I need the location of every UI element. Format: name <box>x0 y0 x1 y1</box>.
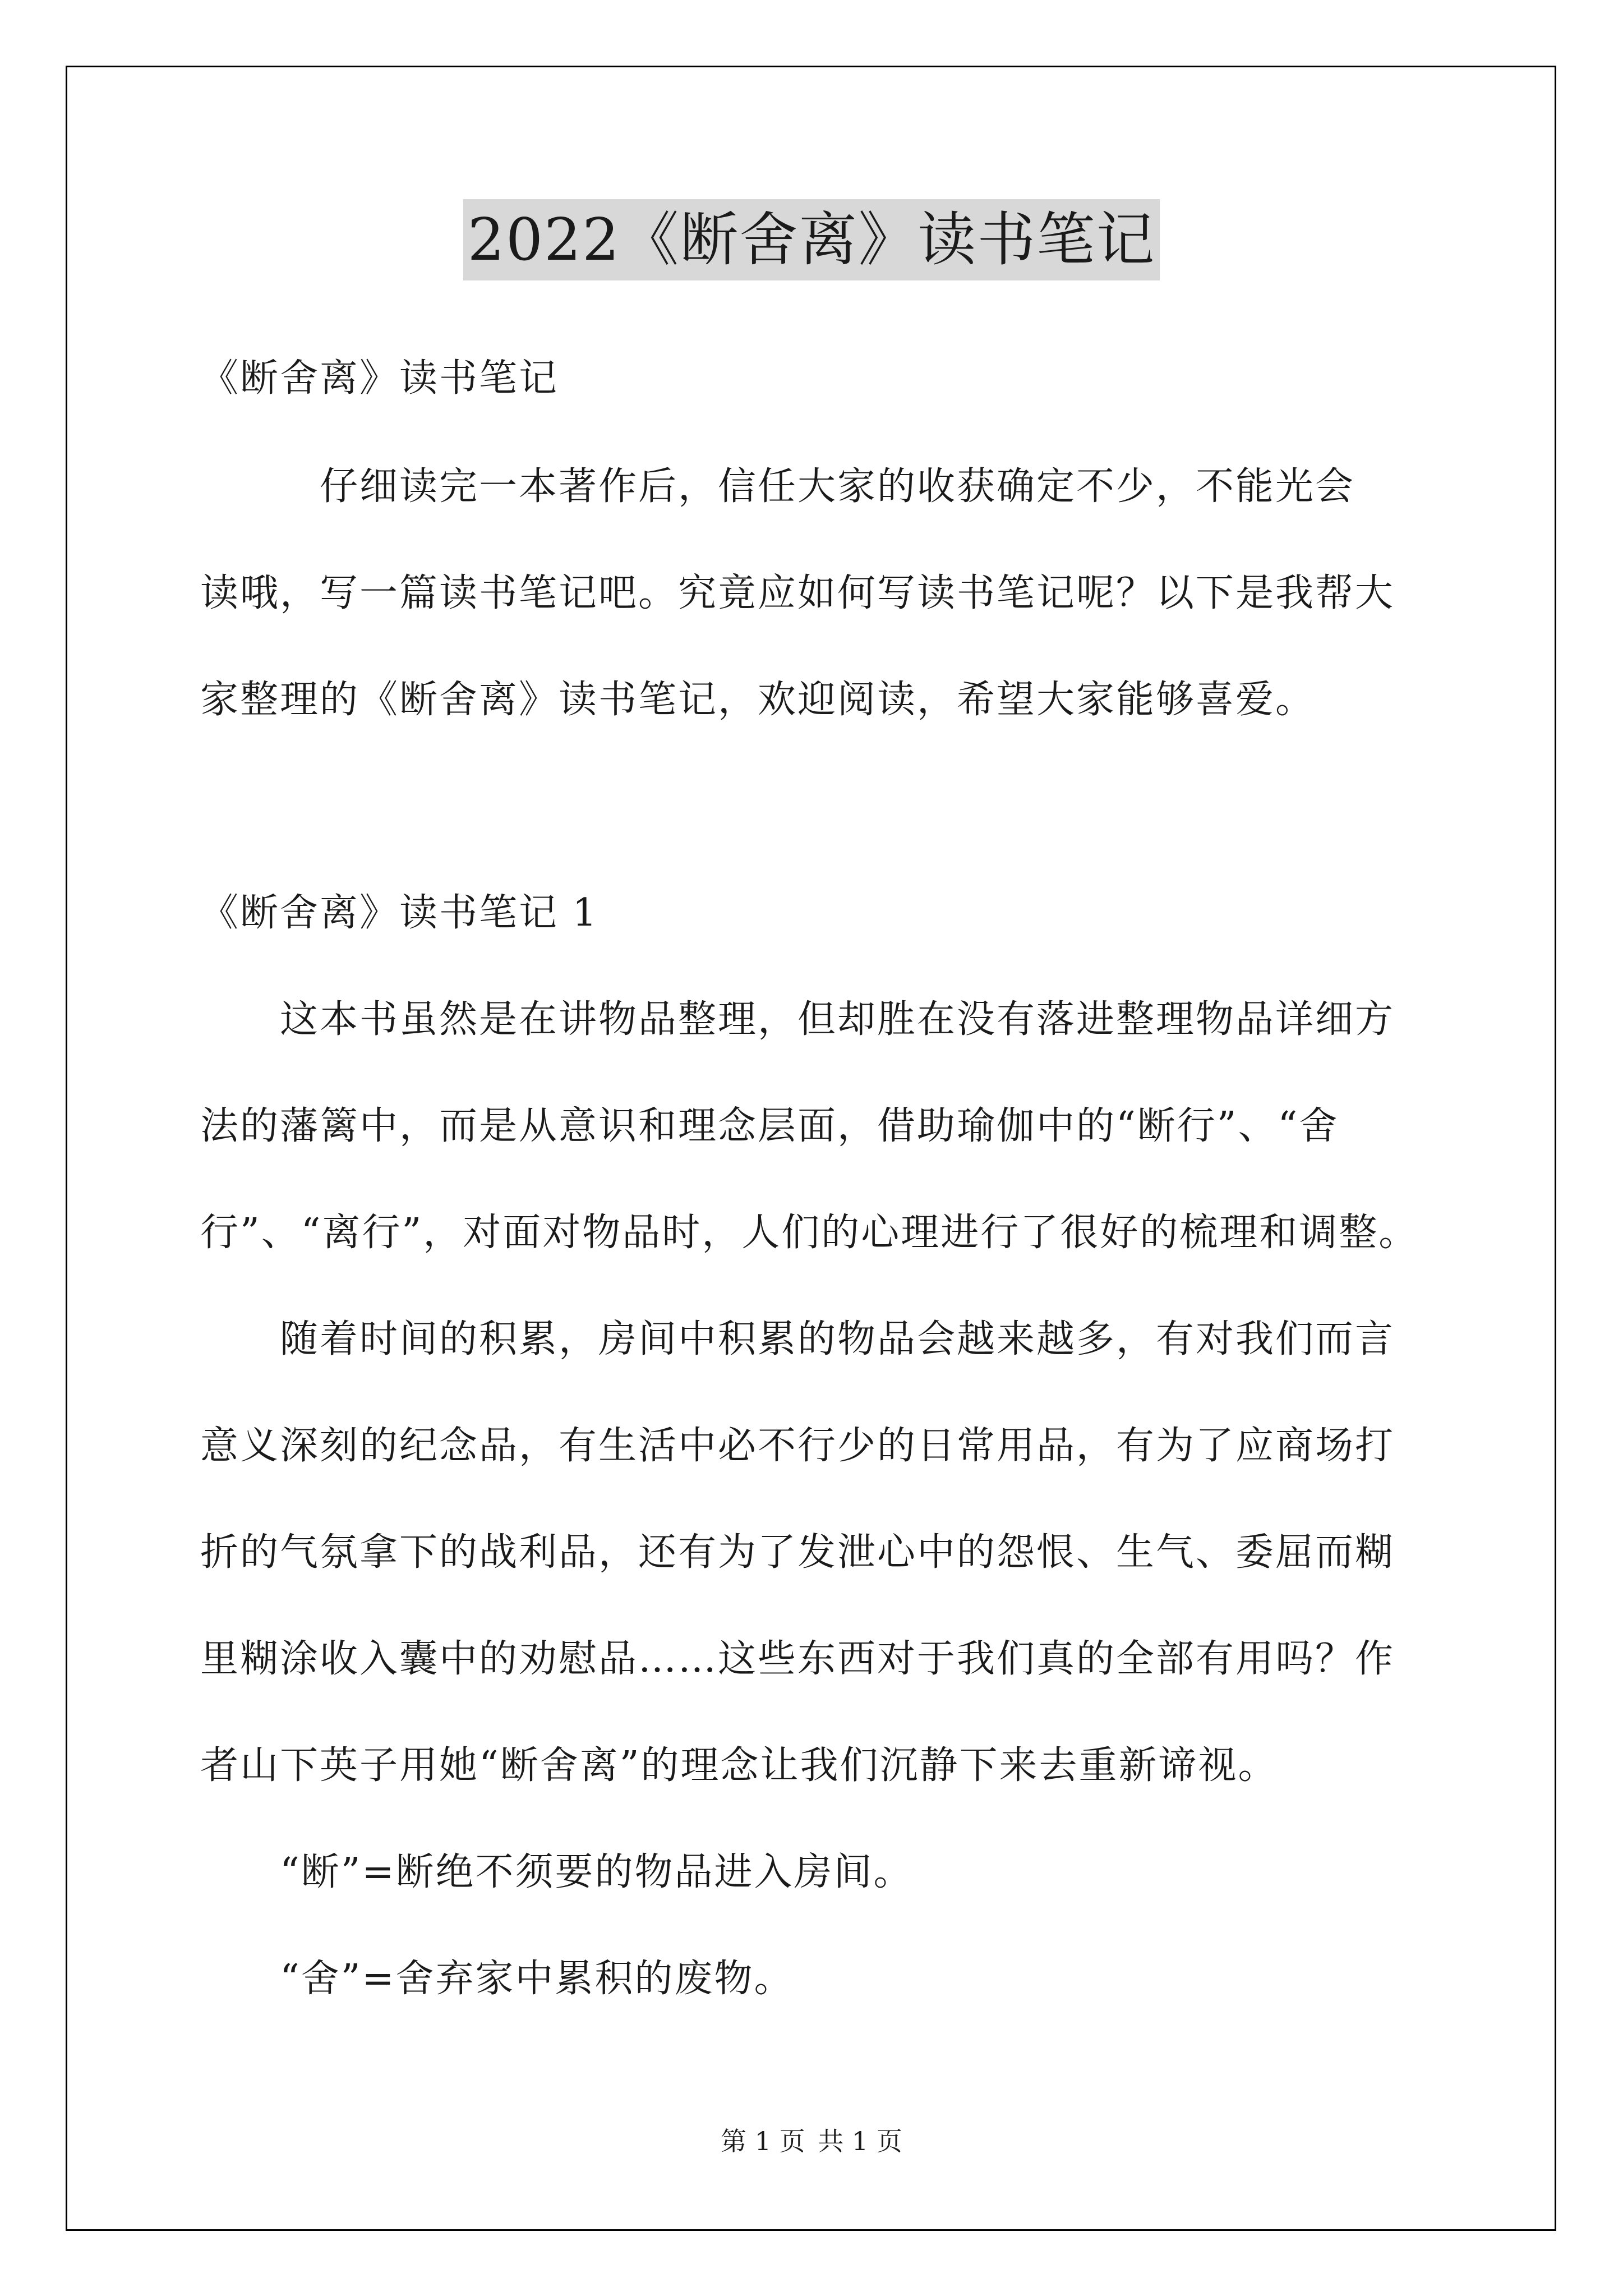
subheading: 《断舍离》读书笔记 <box>200 356 559 401</box>
paragraph-line: 这本书虽然是在讲物品整理，但却胜在没有落进整理物品详细方 <box>200 997 1395 1042</box>
page-number: 第 1 页 <box>721 2126 805 2156</box>
paragraph-line: “舍”=舍弃家中累积的废物。 <box>200 1957 794 2001</box>
paragraph-line: 者山下英子用她“断舍离”的理念让我们沉静下来去重新谛视。 <box>200 1743 1278 1788</box>
paragraph-line: 意义深刻的纪念品，有生活中必不行少的日常用品，有为了应商场打 <box>200 1424 1395 1468</box>
section-heading: 《断舍离》读书笔记 1 <box>200 891 598 935</box>
paragraph-line: 随着时间的积累，房间中积累的物品会越来越多，有对我们而言 <box>200 1317 1395 1361</box>
page-footer <box>0 2124 1623 2158</box>
paragraph-line: 仔细读完一本著作后，信任大家的收获确定不少，不能光会 <box>200 464 1355 509</box>
title-wrap <box>0 199 1623 280</box>
document-title: 2022《断舍离》读书笔记 <box>463 199 1160 280</box>
paragraph-line: 家整理的《断舍离》读书笔记，欢迎阅读，希望大家能够喜爱。 <box>200 678 1316 722</box>
paragraph-line: 法的藩篱中，而是从意识和理念层面，借助瑜伽中的“断行”、“舍 <box>200 1104 1339 1148</box>
paragraph-line: 行”、“离行”，对面对物品时，人们的心理进行了很好的梳理和调整。 <box>200 1211 1419 1255</box>
page-total: 共 1 页 <box>818 2126 902 2156</box>
paragraph-line: 里糊涂收入囊中的劝慰品……这些东西对于我们真的全部有用吗？作 <box>200 1637 1395 1681</box>
paragraph-line: “断”=断绝不须要的物品进入房间。 <box>200 1850 914 1894</box>
paragraph-line: 读哦，写一篇读书笔记吧。究竟应如何写读书笔记呢？以下是我帮大 <box>200 571 1395 615</box>
paragraph-line: 折的气氛拿下的战利品，还有为了发泄心中的怨恨、生气、委屈而糊 <box>200 1530 1395 1575</box>
